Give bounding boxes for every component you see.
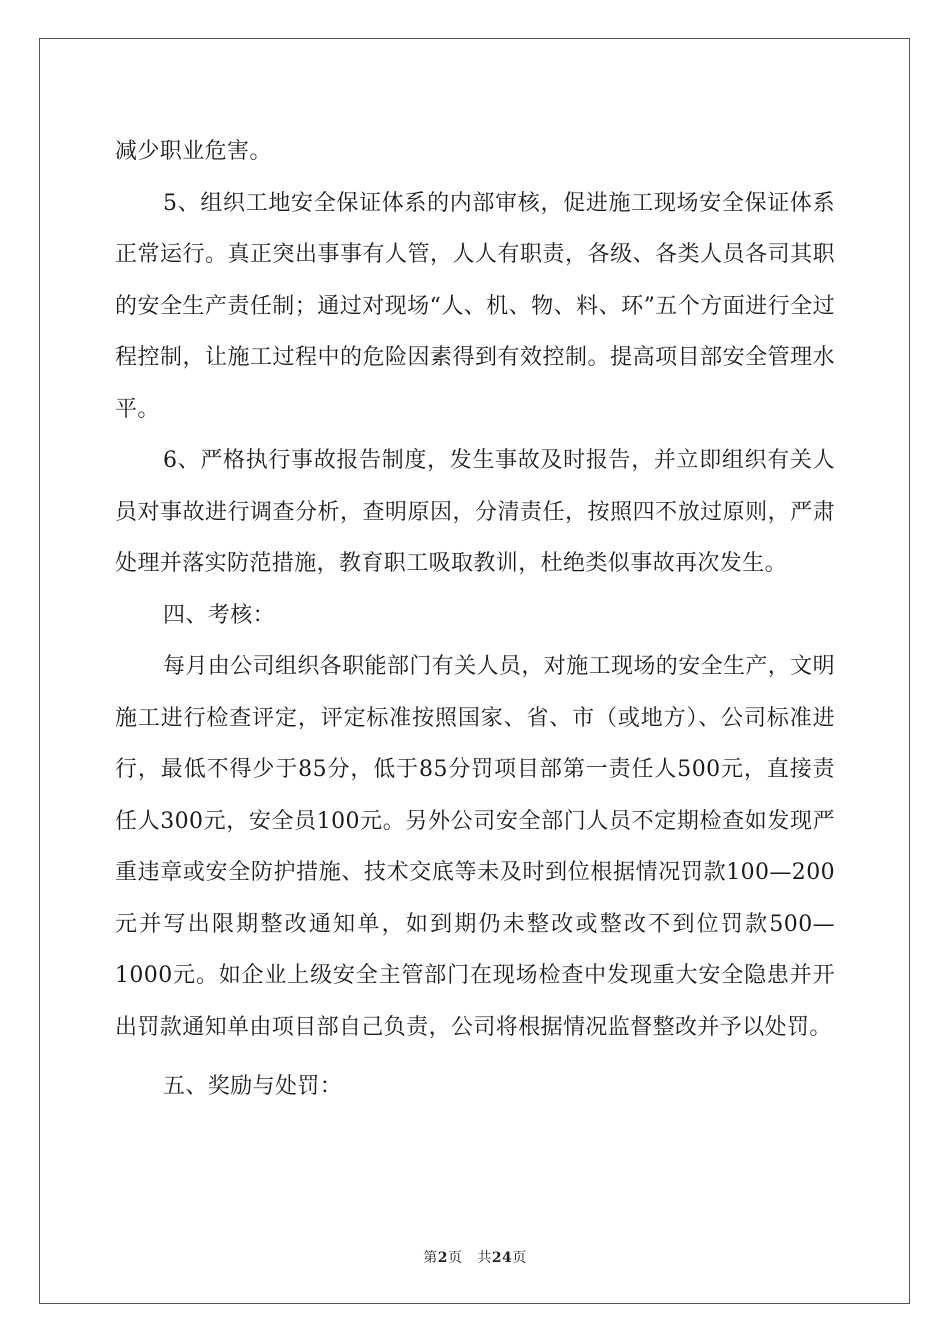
paragraph-assessment: 每月由公司组织各职能部门有关人员，对施工现场的安全生产，文明施工进行检查评定，评定标准按照国家、省、市（或地方）、公司标准进行，最低不得少于85分，低于85分罚项目部第一责任人500元，直接责任人300元，安全员100元。另外公司安全部门人员不定期检查如发现严重违章或安全防护措施、技术交底等未及时到位根据情况罚款100—200元并写出限期整改通知单，如到期仍未整改或整改不到位罚款500—1000元。如企业上级安全主管部门在现场检查中发现重大安全隐患并开出罚款通知单由项目部自己负责，公司将根据情况监督整改并予以处罚。 — [115, 654, 836, 1040]
total-pages: 24 — [491, 1250, 513, 1266]
total-prefix: 共 — [477, 1250, 492, 1266]
total-suffix: 页 — [512, 1250, 527, 1266]
paragraph-item-6: 6、严格执行事故报告制度，发生事故及时报告，并立即组织有关人员对事故进行调查分析，查明原因，分清责任，按照四不放过原则，严肃处理并落实防范措施，教育职工吸取教训，杜绝类似事故再次发生。 — [115, 448, 835, 576]
page-number: 2 — [437, 1250, 448, 1266]
paragraph-item-5: 5、组织工地安全保证体系的内部审核，促进施工现场安全保证体系正常运行。真正突出事事有人管，人人有职责，各级、各类人员各司其职的安全生产责任制；通过对现场“人、机、物、料、环”五个方面进行全过程控制，让施工过程中的危险因素得到有效控制。提高项目部安全管理水平。 — [115, 190, 835, 422]
section-heading-rewards: 五、奖励与处罚： — [163, 1074, 343, 1099]
page-prefix: 第 — [423, 1250, 438, 1266]
document-body — [115, 126, 835, 1113]
page-footer — [0, 1247, 950, 1267]
paragraph-continuation: 减少职业危害。 — [115, 139, 272, 164]
page-suffix: 页 — [447, 1250, 463, 1266]
section-heading-assessment: 四、考核： — [163, 602, 276, 628]
